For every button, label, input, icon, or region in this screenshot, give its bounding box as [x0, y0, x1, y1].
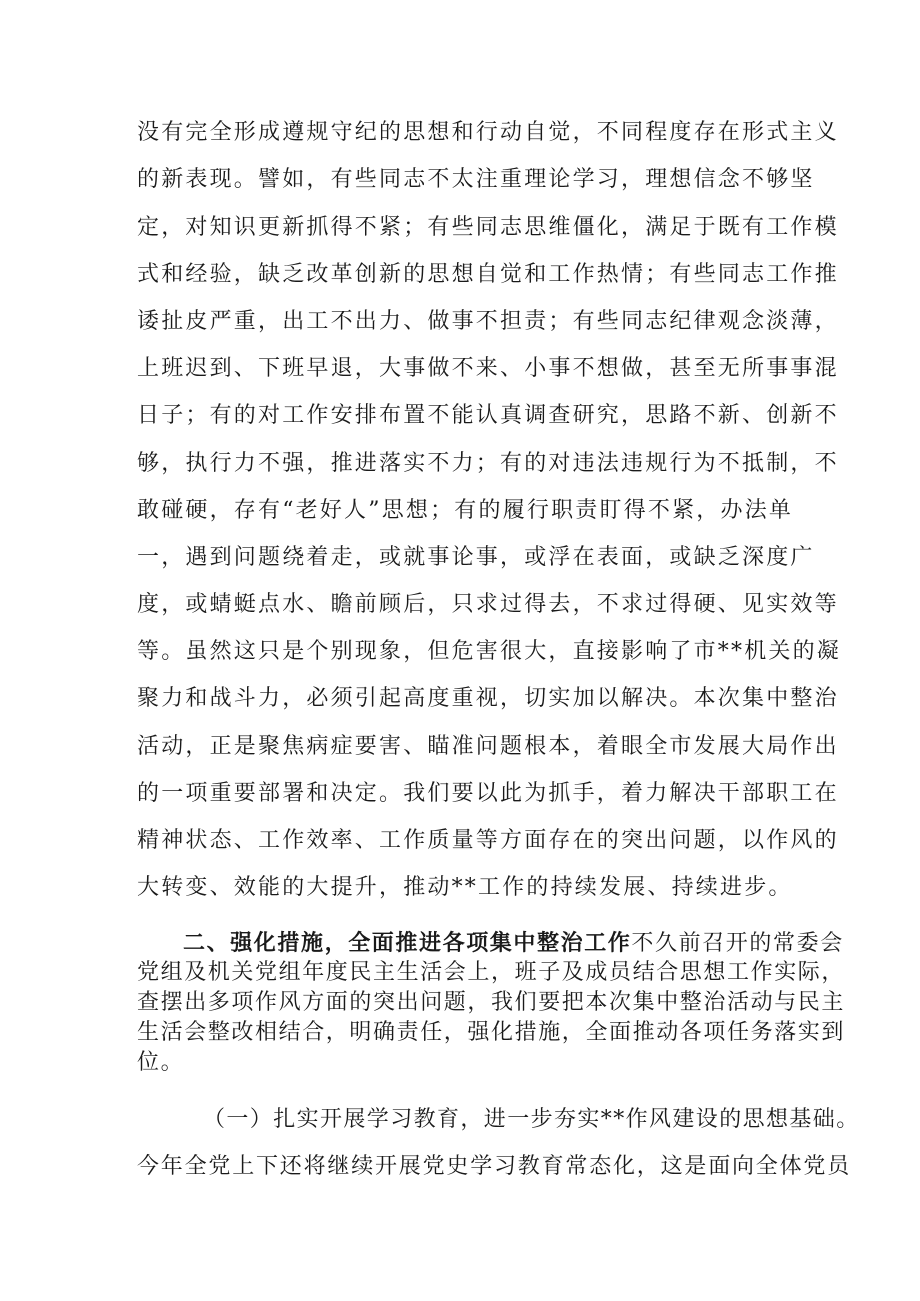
paragraph-line: 定，对知识更新抓得不紧；有些同志思维僵化，满足于既有工作模 [137, 215, 839, 240]
paragraph-line: 度，或蜻蜓点水、瞻前顾后，只求过得去，不求过得硬、见实效等 [137, 592, 839, 617]
paragraph-line: 查摆出多项作风方面的突出问题，我们要把本次集中整治活动与民主 [137, 990, 846, 1015]
paragraph-line: 敢碰硬，存有“老好人”思想；有的履行职责盯得不紧，办法单 [137, 498, 794, 523]
paragraph-line: 党组及机关党组年度民主生活会上，班子及成员结合思想工作实际， [137, 960, 846, 985]
paragraph-line: 活动，正是聚焦病症要害、瞄准问题根本，着眼全市发展大局作出 [137, 734, 839, 759]
paragraph-line: 没有完全形成遵规守纪的思想和行动自觉，不同程度存在形式主义 [137, 120, 839, 145]
paragraph-line: 日子；有的对工作安排布置不能认真调查研究，思路不新、创新不 [137, 403, 839, 428]
paragraph-line: 生活会整改相结合，明确责任，强化措施，全面推动各项任务落实到 [137, 1020, 846, 1045]
paragraph-line: 今年全党上下还将继续开展党史学习教育常态化，这是面向全体党员 [137, 1154, 852, 1179]
section-heading-line [183, 928, 844, 959]
paragraph-line: 精神状态、工作效率、工作质量等方面存在的突出问题，以作风的 [137, 828, 839, 853]
subsection-heading: （一）扎实开展学习教育，进一步夯实**作风建设的思想基础。 [203, 1107, 860, 1132]
paragraph-line: 够，执行力不强，推进落实不力；有的对违法违规行为不抵制，不 [137, 451, 839, 476]
paragraph-line: 一，遇到问题绕着走，或就事论事，或浮在表面，或缺乏深度广 [137, 545, 815, 570]
paragraph-line: 等。虽然这只是个别现象，但危害很大，直接影响了市**机关的凝 [137, 639, 842, 664]
section-heading: 二、强化措施，全面推进各项集中整治工作 [183, 930, 632, 956]
paragraph-line: 上班迟到、下班早退，大事做不来、小事不想做，甚至无所事事混 [137, 356, 839, 381]
paragraph-line: 的一项重要部署和决定。我们要以此为抓手，着力解决干部职工在 [137, 781, 839, 806]
paragraph-line: 诿扯皮严重，出工不出力、做事不担责；有些同志纪律观念淡薄， [137, 309, 839, 334]
paragraph-line: 的新表现。譬如，有些同志不太注重理论学习，理想信念不够坚 [137, 167, 815, 192]
paragraph-line: 位。 [137, 1050, 185, 1075]
section-text: 不久前召开的常委会 [631, 931, 844, 956]
paragraph-line: 大转变、效能的大提升，推动**工作的持续发展、持续进步。 [137, 875, 793, 900]
paragraph-line: 聚力和战斗力，必须引起高度重视，切实加以解决。本次集中整治 [137, 686, 839, 711]
paragraph-line: 式和经验，缺乏改革创新的思想自觉和工作热情；有些同志工作推 [137, 262, 839, 287]
